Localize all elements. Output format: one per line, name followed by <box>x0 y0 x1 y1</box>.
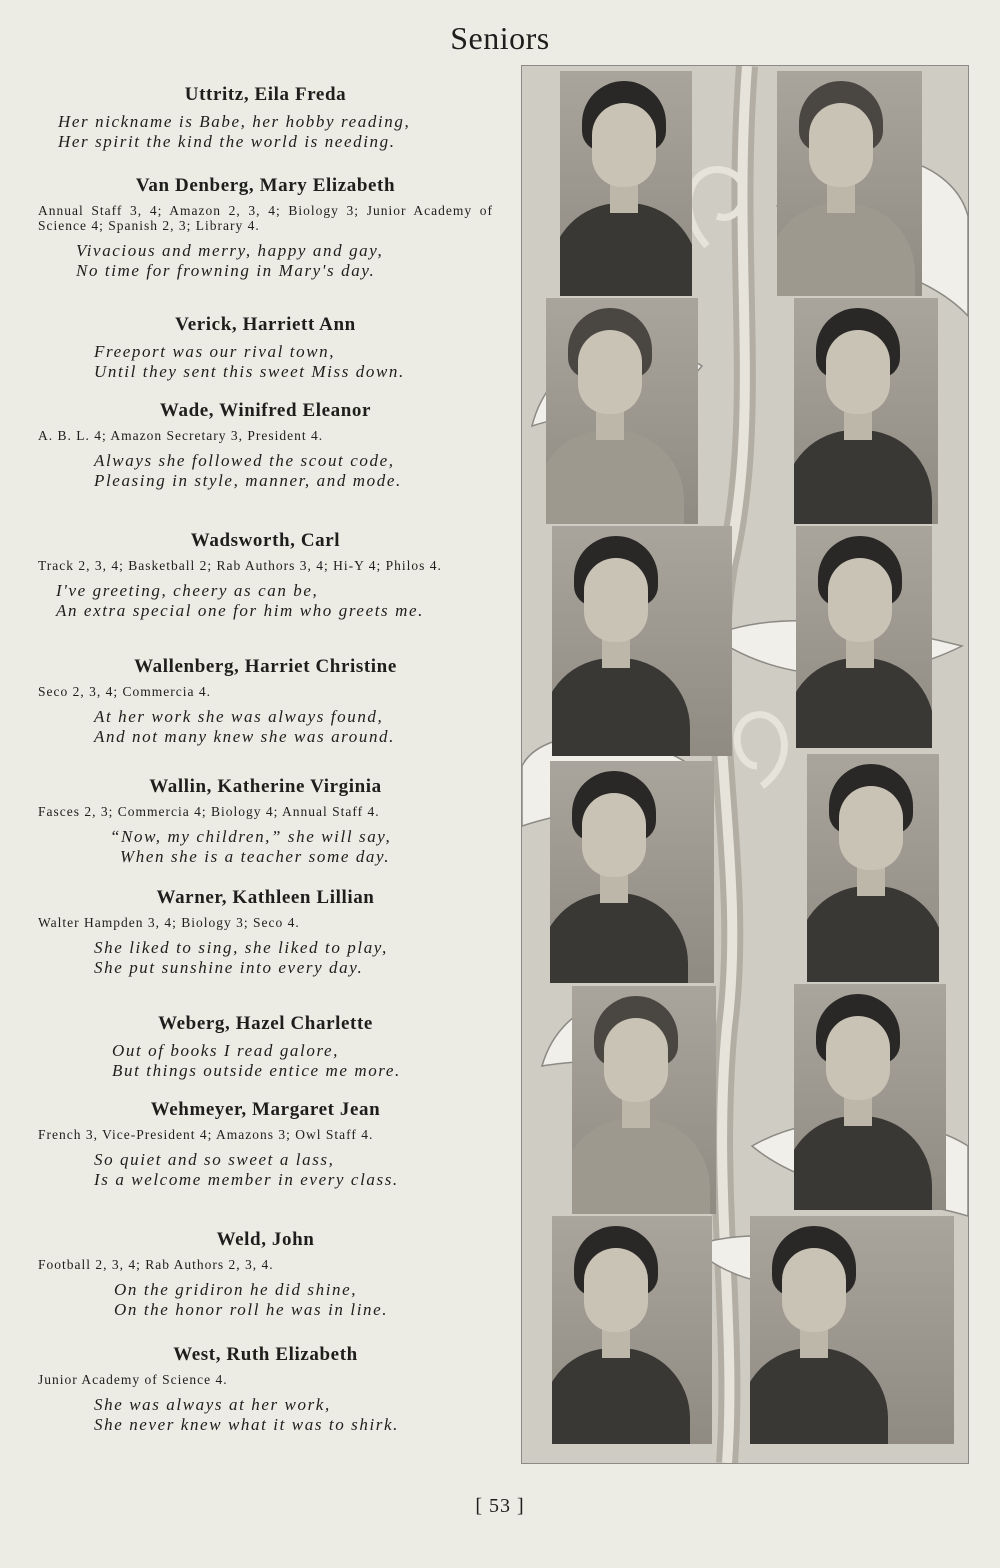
senior-entry <box>38 776 493 867</box>
senior-name: Wallin, Katherine Virginia <box>149 776 382 797</box>
verse-line: Is a welcome member in every class. <box>94 1170 399 1189</box>
senior-entry <box>38 1229 493 1320</box>
senior-entry <box>38 175 493 281</box>
verse-line: On the honor roll he was in line. <box>114 1300 389 1319</box>
verse-line: I've greeting, cheery as can be, <box>56 581 319 600</box>
senior-portrait <box>572 986 716 1214</box>
senior-activities: French 3, Vice-President 4; Amazons 3; Owl Staff 4. <box>38 1127 374 1142</box>
verse-line: When she is a teacher some day. <box>120 847 391 866</box>
verse-line: Always she followed the scout code, <box>94 451 395 470</box>
senior-name: Verick, Harriett Ann <box>175 314 356 335</box>
senior-activities: Fasces 2, 3; Commercia 4; Biology 4; Annual Staff 4. <box>38 804 380 819</box>
verse-line: No time for frowning in Mary's day. <box>76 261 376 280</box>
verse-line: Freeport was our rival town, <box>94 342 336 361</box>
senior-portrait <box>796 526 932 748</box>
senior-portrait <box>777 71 922 296</box>
senior-portrait <box>552 526 732 756</box>
senior-name: Wade, Winifred Eleanor <box>159 400 372 421</box>
senior-entry <box>38 400 493 491</box>
senior-portrait <box>794 984 946 1210</box>
senior-portrait <box>807 754 939 982</box>
page-title: Seniors <box>450 20 550 56</box>
senior-entry <box>38 530 493 621</box>
senior-portrait <box>550 761 714 983</box>
senior-portrait <box>794 298 938 524</box>
senior-entry <box>38 314 493 382</box>
senior-activities: Junior Academy of Science 4. <box>38 1372 228 1387</box>
senior-name: West, Ruth Elizabeth <box>173 1344 358 1365</box>
verse-line: Pleasing in style, manner, and mode. <box>94 471 402 490</box>
verse-line: Out of books I read galore, <box>112 1041 340 1060</box>
senior-activities: A. B. L. 4; Amazon Secretary 3, President 4. <box>38 428 324 443</box>
senior-portrait <box>560 71 692 296</box>
senior-name: Uttritz, Eila Freda <box>184 84 347 105</box>
verse-line: Vivacious and merry, happy and gay, <box>76 241 384 260</box>
senior-name: Weld, John <box>216 1229 315 1250</box>
senior-activities: Football 2, 3, 4; Rab Authors 2, 3, 4. <box>38 1257 274 1272</box>
senior-activities: Track 2, 3, 4; Basketball 2; Rab Authors 3, 4; Hi-Y 4; Philos 4. <box>38 558 442 573</box>
verse-line: An extra special one for him who greets me. <box>56 601 424 620</box>
verse-line: She never knew what it was to shirk. <box>94 1415 400 1434</box>
verse-line: Her spirit the kind the world is needing. <box>58 132 396 151</box>
verse-line: “Now, my children,” she will say, <box>110 827 392 846</box>
senior-name: Van Denberg, Mary Elizabeth <box>135 175 396 196</box>
senior-activities: Walter Hampden 3, 4; Biology 3; Seco 4. <box>38 915 300 930</box>
senior-entry <box>38 656 493 747</box>
senior-entry <box>38 84 493 152</box>
verse-line: Her nickname is Babe, her hobby reading, <box>58 112 411 131</box>
senior-activities: Seco 2, 3, 4; Commercia 4. <box>38 684 211 699</box>
senior-portrait <box>750 1216 954 1444</box>
senior-name: Wallenberg, Harriet Christine <box>134 656 397 677</box>
verse-line: And not many knew she was around. <box>94 727 396 746</box>
verse-line: She liked to sing, she liked to play, <box>94 938 388 957</box>
page-number: [ 53 ] <box>475 1495 525 1517</box>
verse-line: At her work she was always found, <box>94 707 384 726</box>
senior-activities: Annual Staff 3, 4; Amazon 2, 3, 4; Biology 3; Junior Academy of Science 4; Spanish 2, 3; Library 4. <box>38 203 493 233</box>
portrait-panel <box>521 65 969 1464</box>
senior-name: Weberg, Hazel Charlette <box>158 1013 373 1034</box>
verse-line: So quiet and so sweet a lass, <box>94 1150 335 1169</box>
verse-line: Until they sent this sweet Miss down. <box>94 362 405 381</box>
senior-entry <box>38 1013 493 1081</box>
verse-line: She was always at her work, <box>94 1395 331 1414</box>
senior-entry <box>38 1344 493 1435</box>
senior-portrait <box>552 1216 712 1444</box>
verse-line: On the gridiron he did shine, <box>114 1280 358 1299</box>
senior-entry <box>38 887 493 978</box>
senior-name: Warner, Kathleen Lillian <box>156 887 375 908</box>
senior-portrait <box>546 298 698 524</box>
verse-line: She put sunshine into every day. <box>94 958 364 977</box>
senior-name: Wadsworth, Carl <box>190 530 341 551</box>
senior-entry <box>38 1099 493 1190</box>
senior-name: Wehmeyer, Margaret Jean <box>150 1099 381 1120</box>
verse-line: But things outside entice me more. <box>112 1061 401 1080</box>
